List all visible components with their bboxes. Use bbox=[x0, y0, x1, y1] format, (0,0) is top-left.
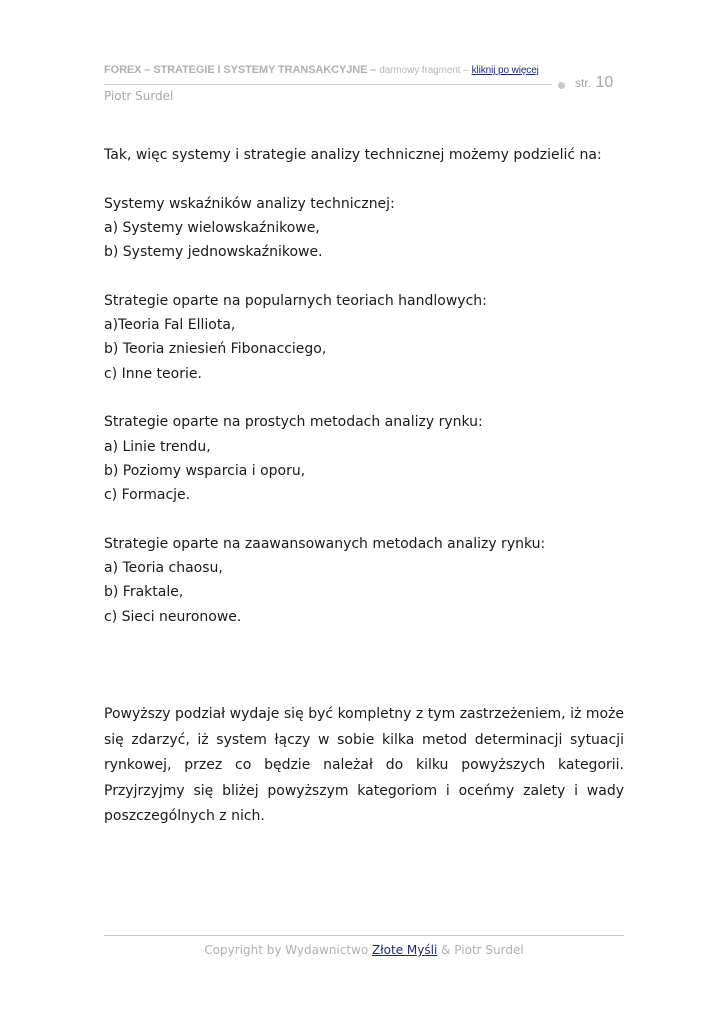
section-heading: Strategie oparte na popularnych teoriach handlowych: bbox=[104, 292, 487, 309]
fragment-label: darmowy fragment – bbox=[379, 65, 469, 76]
section-heading: Strategie oparte na zaawansowanych metodach analizy rynku: bbox=[104, 535, 546, 552]
header-line bbox=[104, 64, 624, 76]
list-item: a) Teoria chaosu, bbox=[104, 560, 223, 577]
list-item: b) Systemy jednowskaźnikowe. bbox=[104, 244, 323, 261]
publisher-link[interactable]: Złote Myśli bbox=[372, 943, 438, 957]
section-heading: Strategie oparte na prostych metodach analizy rynku: bbox=[104, 414, 483, 431]
list-item: a) Systemy wielowskaźnikowe, bbox=[104, 219, 320, 236]
header-divider bbox=[104, 84, 552, 85]
section-popular-theories bbox=[104, 289, 624, 386]
author-name: Piotr Surdel bbox=[104, 89, 174, 103]
list-item: c) Sieci neuronowe. bbox=[104, 608, 242, 625]
page-body bbox=[104, 143, 624, 830]
list-item: a) Linie trendu, bbox=[104, 438, 211, 455]
list-item: c) Formacje. bbox=[104, 487, 191, 504]
footer-divider bbox=[104, 935, 624, 936]
copyright-prefix: Copyright by Wydawnictwo bbox=[204, 943, 369, 957]
list-item: a)Teoria Fal Elliota, bbox=[104, 317, 236, 334]
page-header bbox=[104, 64, 624, 76]
bullet-dot-icon bbox=[558, 82, 565, 89]
page-label: str. bbox=[575, 76, 592, 90]
intro-paragraph: Tak, więc systemy i strategie analizy technicznej możemy podzielić na: bbox=[104, 147, 602, 163]
page-number bbox=[575, 74, 613, 92]
copyright-suffix: & Piotr Surdel bbox=[441, 943, 524, 957]
section-heading: Systemy wskaźników analizy technicznej: bbox=[104, 195, 395, 212]
list-item: c) Inne teorie. bbox=[104, 365, 202, 382]
page-number-value: 10 bbox=[595, 74, 614, 91]
more-link[interactable]: kliknij po więcej bbox=[471, 65, 539, 76]
conclusion-paragraph: Powyższy podział wydaje się być kompletny z tym zastrzeżeniem, iż może się zdarzyć, iż system łączy w sobie kilka metod determinacji sytuacji rynkowej, przez co będzie należał do kilku powyższych kategorii. Przyjrzyjmy się bliżej powyższym kategoriom i oceńmy zalety i wady poszczególnych z nich. bbox=[104, 705, 624, 825]
page-footer bbox=[104, 943, 624, 957]
list-item: b) Teoria zniesień Fibonacciego, bbox=[104, 341, 327, 358]
section-simple-methods bbox=[104, 410, 624, 507]
list-item: b) Fraktale, bbox=[104, 584, 184, 601]
section-advanced-methods bbox=[104, 532, 624, 629]
section-indicator-systems bbox=[104, 192, 624, 265]
book-title: FOREX – STRATEGIE I SYSTEMY TRANSAKCYJNE – bbox=[104, 64, 377, 76]
list-item: b) Poziomy wsparcia i oporu, bbox=[104, 462, 306, 479]
